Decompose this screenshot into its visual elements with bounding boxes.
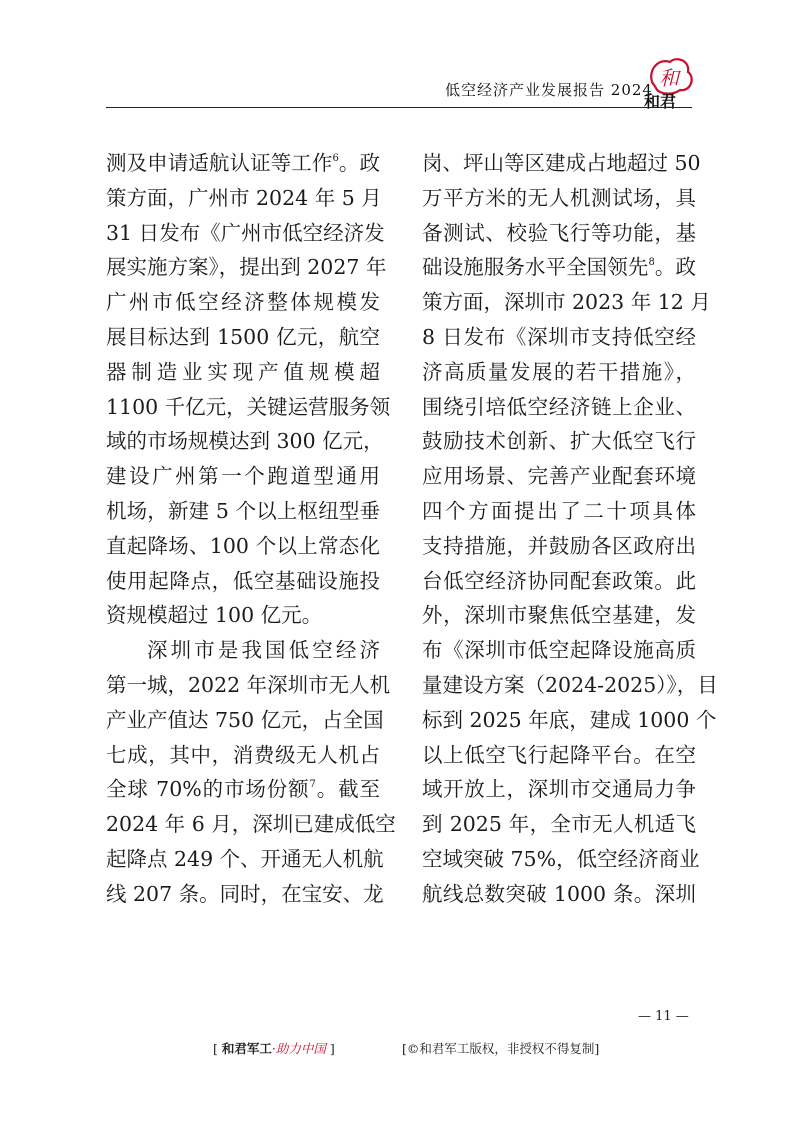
text-line [422, 877, 696, 912]
text-line-content: 七成，其中，消费级无人机占 [106, 742, 380, 767]
text-line-tail: 。政 [654, 255, 697, 280]
text-line [106, 738, 380, 773]
text-line-content: 支持措施，并鼓励各区政府出 [422, 533, 696, 558]
text-line-content: 直起降场、100 个以上常态化 [106, 533, 380, 558]
text-line-content: 空域突破 75%，低空经济商业 [422, 846, 700, 871]
text-line [106, 216, 385, 251]
text-line-content: 域开放上，深圳市交通局力争 [422, 777, 696, 802]
text-line [422, 668, 718, 703]
footnote-ref: 7 [309, 779, 316, 791]
footer-copyright: [©和君军工版权，非授权不得复制] [402, 1041, 600, 1056]
text-line [422, 181, 696, 216]
text-line [106, 598, 380, 633]
text-line-content: 量建设方案（2024-2025）》，目 [422, 672, 718, 697]
text-line-content: 深圳市是我国低空经济 [147, 638, 380, 663]
text-line [106, 529, 380, 564]
text-line-tail: 。政 [338, 151, 381, 175]
right-column [422, 146, 718, 912]
footnote-ref: 6 [332, 153, 339, 164]
text-line [106, 877, 384, 912]
text-line [106, 494, 380, 529]
text-line-tail: 。截至 [315, 777, 380, 802]
header-divider [106, 107, 692, 108]
text-line-content: 备测试、校验飞行等功能，基 [422, 220, 696, 245]
text-line [106, 842, 384, 877]
text-line [106, 564, 380, 599]
text-line-content: 2024 年 6 月，深圳已建成低空 [106, 812, 396, 837]
text-line-content: 航线总数突破 1000 条。深圳 [422, 881, 696, 906]
text-line [422, 598, 696, 633]
text-line-content: 测及申请适航认证等工作 [106, 151, 333, 175]
text-line [106, 703, 384, 738]
text-line [422, 842, 700, 877]
text-line [422, 216, 696, 251]
footnote-ref: 8 [648, 257, 655, 269]
text-line [422, 633, 696, 668]
text-line [106, 320, 380, 355]
text-line [106, 772, 380, 807]
text-line-content: 鼓励技术创新、扩大低空飞行 [422, 429, 696, 454]
text-line-content: 策方面，广州市 2024 年 5 月 [106, 185, 382, 210]
footer-bracket-close: ] [325, 1041, 335, 1056]
footer-dot: · [271, 1041, 276, 1056]
text-line [422, 703, 717, 738]
text-line-content: 围绕引培低空经济链上企业、 [422, 394, 696, 419]
text-line [106, 285, 380, 320]
text-line [422, 529, 696, 564]
text-line-content: 机场，新建 5 个以上枢纽型垂 [106, 498, 380, 523]
text-line-content: 应用场景、完善产业配套环境 [422, 464, 696, 489]
text-line-content: 济高质量发展的若干措施》， [422, 359, 696, 384]
text-line [106, 807, 396, 842]
page-number: — 11 — [638, 1009, 689, 1024]
text-line [422, 494, 696, 529]
report-title: 低空经济产业发展报告 2024 [445, 81, 653, 99]
footer-brand-name: 和君军工 [221, 1041, 272, 1056]
text-line-content: 策方面，深圳市 2023 年 12 月 [422, 290, 711, 315]
text-line-content: 岗、坪山等区建成占地超过 50 [422, 151, 701, 175]
svg-text:和君: 和君 [644, 92, 677, 110]
text-line-content: 外，深圳市聚焦低空基建，发 [422, 603, 696, 628]
text-line [422, 390, 696, 425]
text-line-content: 万平方米的无人机测试场，具 [422, 185, 696, 210]
text-line-content: 四个方面提出了二十项具体 [422, 498, 696, 523]
text-line-content: 产业产值达 750 亿元，占全国 [106, 707, 384, 732]
text-line [422, 807, 696, 842]
text-line-content: 资规模超过 100 亿元。 [106, 603, 323, 628]
text-line-content: 起降点 249 个、开通无人机航 [106, 846, 384, 871]
text-line-content: 布《深圳市低空起降设施高质 [422, 638, 696, 663]
text-line-content: 到 2025 年，全市无人机适飞 [422, 812, 696, 837]
text-line-content: 全球 70%的市场份额 [106, 777, 310, 802]
text-line-content: 31 日发布《广州市低空经济发 [106, 220, 385, 245]
footer-bracket-open: [ [213, 1041, 222, 1056]
text-line [422, 146, 701, 181]
text-line-content: 广州市低空经济整体规模发 [106, 290, 380, 315]
text-line [422, 285, 711, 320]
text-line-content: 8 日发布《深圳市支持低空经 [422, 324, 696, 349]
text-line [422, 250, 696, 285]
text-line [106, 250, 387, 285]
text-line-content: 第一城，2022 年深圳市无人机 [106, 672, 391, 697]
text-line-content: 器制造业实现产值规模超 [106, 359, 380, 384]
svg-text:和: 和 [659, 66, 679, 90]
text-line [422, 772, 696, 807]
hejun-logo-icon [642, 52, 700, 110]
text-line-content: 线 207 条。同时，在宝安、龙 [106, 881, 384, 906]
text-line [106, 181, 380, 216]
text-line-content: 标到 2025 年底，建成 1000 个 [422, 707, 717, 732]
text-line [106, 633, 380, 668]
text-line [106, 668, 391, 703]
text-line [422, 355, 696, 390]
text-line [106, 424, 384, 459]
text-line-content: 础设施服务水平全国领先 [422, 255, 649, 280]
text-line-content: 以上低空飞行起降平台。在空 [422, 742, 696, 767]
text-line-content: 建设广州第一个跑道型通用 [106, 464, 380, 489]
text-line [106, 390, 391, 425]
left-column [106, 146, 396, 912]
text-line-content: 域的市场规模达到 300 亿元， [106, 429, 384, 454]
text-line [106, 459, 380, 494]
text-line [422, 738, 696, 773]
text-line [422, 459, 696, 494]
text-line-content: 展目标达到 1500 亿元，航空 [106, 324, 380, 349]
text-line [422, 320, 696, 355]
text-line-content: 展实施方案》，提出到 2027 年 [106, 255, 387, 280]
text-line-content: 1100 千亿元，关键运营服务领 [106, 394, 391, 419]
text-line [422, 424, 696, 459]
text-line [106, 146, 380, 181]
text-line-content: 使用起降点，低空基础设施投 [106, 568, 380, 593]
text-line [106, 355, 380, 390]
footer-slogan: 助力中国 [275, 1041, 326, 1056]
text-line [422, 564, 696, 599]
footer-brand [213, 1039, 335, 1057]
text-line-content: 台低空经济协同配套政策。此 [422, 568, 696, 593]
